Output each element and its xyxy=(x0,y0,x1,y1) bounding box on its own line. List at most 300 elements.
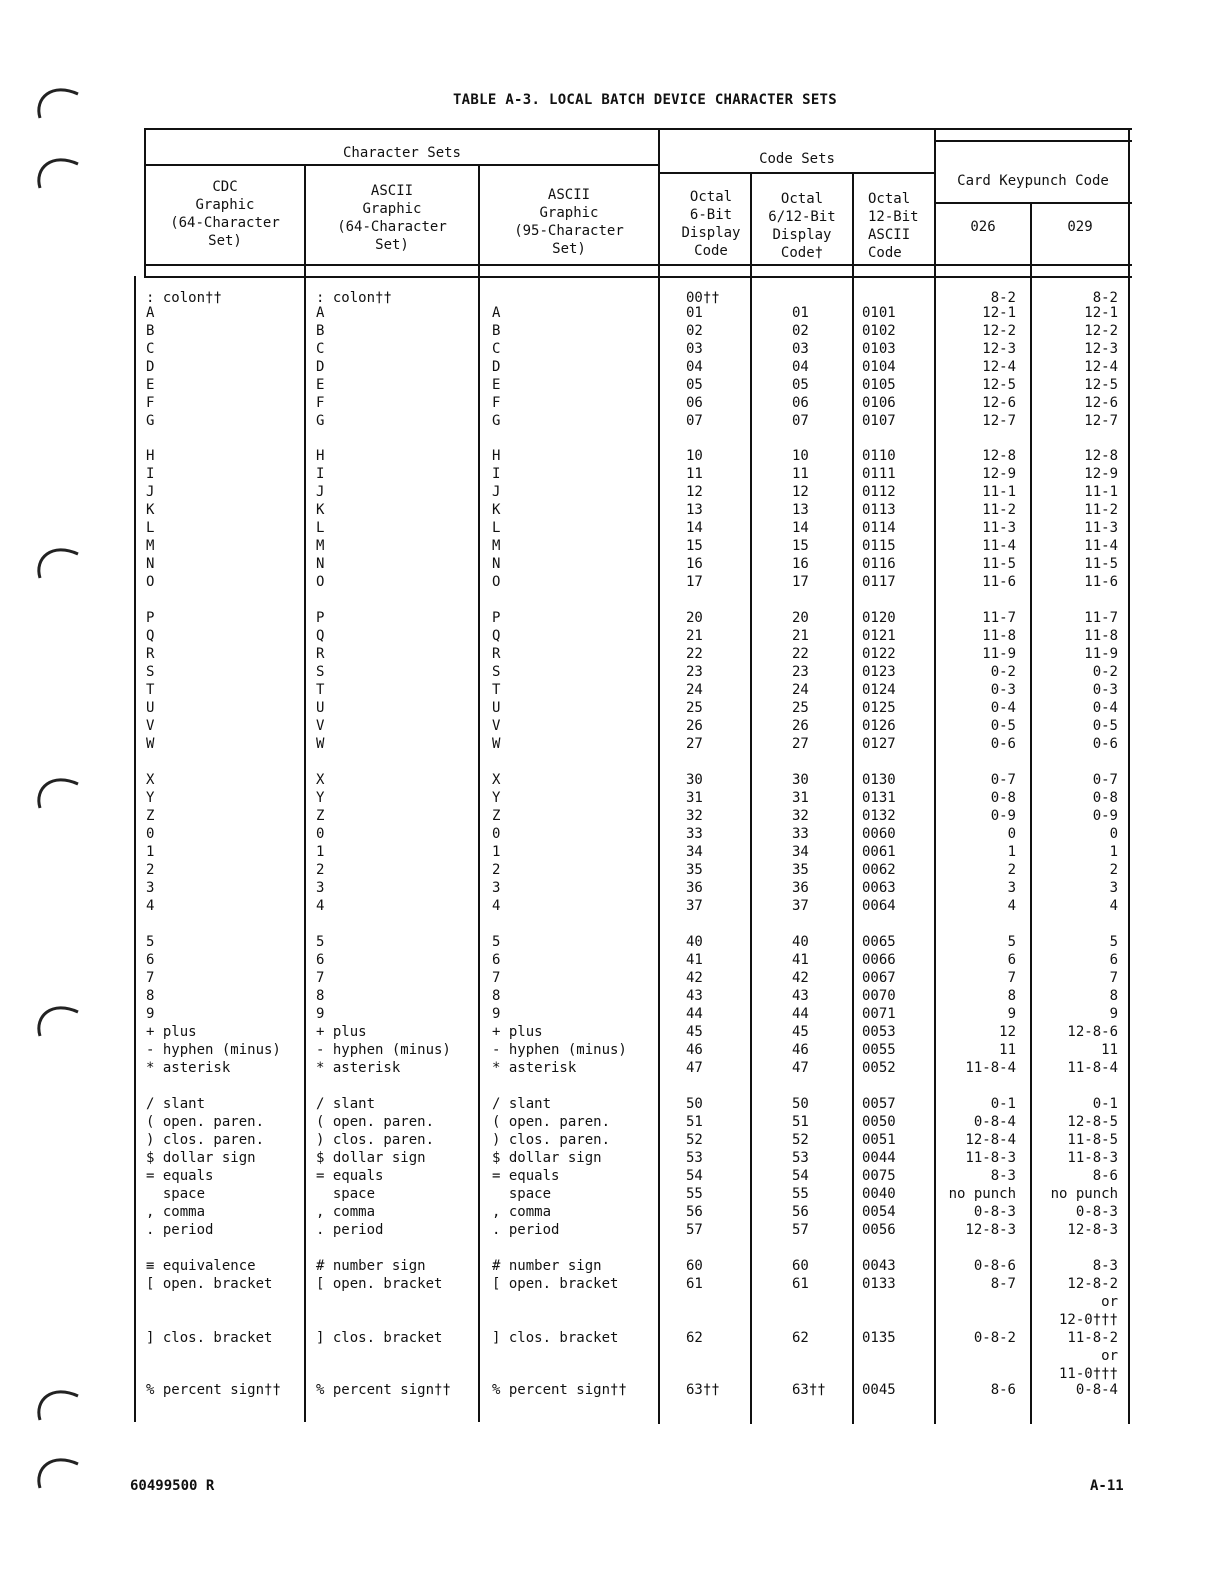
table-cell-a95: H xyxy=(492,448,501,464)
table-cell-a64: Q xyxy=(316,628,325,644)
table-cell-asc: 0111 xyxy=(862,466,896,482)
table-cell-a64: $ dollar sign xyxy=(316,1150,426,1166)
table-cell-cdc: 0 xyxy=(146,826,155,842)
table-cell-d612: 16 xyxy=(792,556,809,572)
table-cell-asc: 0106 xyxy=(862,395,896,411)
table-cell-d6: 22 xyxy=(686,646,703,662)
table-cell-asc: 0122 xyxy=(862,646,896,662)
header-card-keypunch: Card Keypunch Code xyxy=(957,173,1109,189)
binder-hole-icon xyxy=(32,996,82,1040)
table-cell-d612: 37 xyxy=(792,898,809,914)
table-cell-d6: 41 xyxy=(686,952,703,968)
binder-hole-icon xyxy=(32,768,82,812)
table-cell-asc: 0056 xyxy=(862,1222,896,1238)
table-cell-d6: 37 xyxy=(686,898,703,914)
table-cell-k026: 0-2 xyxy=(990,664,1016,680)
table-cell-cdc: T xyxy=(146,682,155,698)
table-cell-asc: 0053 xyxy=(862,1024,896,1040)
table-cell-d612: 33 xyxy=(792,826,809,842)
table-cell-cdc: % percent sign†† xyxy=(146,1382,281,1398)
table-cell-k029: 6 xyxy=(1109,952,1118,968)
table-cell-cdc: M xyxy=(146,538,155,554)
table-cell-d6: 03 xyxy=(686,341,703,357)
table-cell-cdc: N xyxy=(146,556,155,572)
table-cell-asc: 0124 xyxy=(862,682,896,698)
table-cell-d612: 23 xyxy=(792,664,809,680)
table-cell-k029: 0-4 xyxy=(1092,700,1118,716)
table-cell-d6: 14 xyxy=(686,520,703,536)
table-cell-asc: 0101 xyxy=(862,305,896,321)
table-cell-k029: 11-4 xyxy=(1084,538,1118,554)
header-ascii95-graphic: ASCII Graphic (95-Character Set) xyxy=(514,187,624,257)
table-cell-cdc: 2 xyxy=(146,862,155,878)
table-cell-a64: 5 xyxy=(316,934,325,950)
table-cell-cdc: / slant xyxy=(146,1096,206,1112)
table-cell-cdc: 9 xyxy=(146,1006,155,1022)
table-cell-a95: C xyxy=(492,341,501,357)
table-cell-asc: 0045 xyxy=(862,1382,896,1398)
table-cell-asc: 0112 xyxy=(862,484,896,500)
table-cell-k026: 0-8-6 xyxy=(973,1258,1016,1274)
table-cell-k026: 12-3 xyxy=(982,341,1016,357)
table-cell-a64: U xyxy=(316,700,325,716)
table-cell-k029: 0-8-3 xyxy=(1075,1204,1118,1220)
table-cell-cdc: : colon†† xyxy=(146,290,222,306)
table-cell-asc: 0052 xyxy=(862,1060,896,1076)
table-cell-a64: 0 xyxy=(316,826,325,842)
table-cell-d6: 45 xyxy=(686,1024,703,1040)
table-cell-asc: 0125 xyxy=(862,700,896,716)
table-cell-a95: I xyxy=(492,466,501,482)
table-cell-d6: 60 xyxy=(686,1258,703,1274)
table-cell-a95: , comma xyxy=(492,1204,552,1220)
table-cell-asc: 0116 xyxy=(862,556,896,572)
table-cell-d6: 47 xyxy=(686,1060,703,1076)
table-cell-cdc: 3 xyxy=(146,880,155,896)
table-cell-d6: 40 xyxy=(686,934,703,950)
table-cell-d612: 57 xyxy=(792,1222,809,1238)
table-cell-d612: 55 xyxy=(792,1186,809,1202)
table-cell-d6: 43 xyxy=(686,988,703,1004)
table-cell-asc: 0133 xyxy=(862,1276,896,1292)
table-cell-d6: 04 xyxy=(686,359,703,375)
table-cell-k026: 12-8-4 xyxy=(965,1132,1016,1148)
table-cell-k029: 11-9 xyxy=(1084,646,1118,662)
table-cell-d612: 03 xyxy=(792,341,809,357)
table-cell-a95: Z xyxy=(492,808,501,824)
table-cell-asc: 0043 xyxy=(862,1258,896,1274)
document-number: 60499500 R xyxy=(130,1478,215,1494)
table-cell-asc: 0044 xyxy=(862,1150,896,1166)
table-cell-d612: 36 xyxy=(792,880,809,896)
table-cell-k029: 12-8-2 xyxy=(1067,1276,1118,1292)
table-cell-asc: 0057 xyxy=(862,1096,896,1112)
table-cell-k029: or xyxy=(1101,1348,1118,1364)
table-cell-d612: 45 xyxy=(792,1024,809,1040)
table-cell-a64: * asterisk xyxy=(316,1060,401,1076)
table-cell-d6: 30 xyxy=(686,772,703,788)
table-cell-a95: ) clos. paren. xyxy=(492,1132,611,1148)
table-cell-cdc: ) clos. paren. xyxy=(146,1132,265,1148)
table-cell-asc: 0103 xyxy=(862,341,896,357)
table-cell-k026: 9 xyxy=(1007,1006,1016,1022)
table-cell-a95: W xyxy=(492,736,501,752)
table-cell-k029: 2 xyxy=(1109,862,1118,878)
table-cell-k029: 12-9 xyxy=(1084,466,1118,482)
table-cell-a64: 3 xyxy=(316,880,325,896)
table-cell-d612: 40 xyxy=(792,934,809,950)
table-cell-k029: 8-2 xyxy=(1092,290,1118,306)
table-cell-a95: G xyxy=(492,413,501,429)
table-cell-cdc: [ open. bracket xyxy=(146,1276,273,1292)
table-cell-cdc: W xyxy=(146,736,155,752)
table-cell-k029: 0-6 xyxy=(1092,736,1118,752)
table-cell-asc: 0127 xyxy=(862,736,896,752)
table-cell-k026: 0-7 xyxy=(990,772,1016,788)
table-cell-a95: 4 xyxy=(492,898,501,914)
table-cell-cdc: * asterisk xyxy=(146,1060,231,1076)
table-cell-cdc: 5 xyxy=(146,934,155,950)
header-cdc-graphic: CDC Graphic (64-Character Set) xyxy=(170,179,280,249)
header-character-sets: Character Sets xyxy=(342,145,461,161)
table-cell-asc: 0105 xyxy=(862,377,896,393)
table-cell-a95: 2 xyxy=(492,862,501,878)
table-cell-a95: O xyxy=(492,574,501,590)
table-cell-k029: 0-2 xyxy=(1092,664,1118,680)
header-ascii64-graphic: ASCII Graphic (64-Character Set) xyxy=(337,183,447,253)
table-cell-k029: 0-8-4 xyxy=(1075,1382,1118,1398)
table-cell-asc: 0067 xyxy=(862,970,896,986)
table-cell-k029: no punch xyxy=(1050,1186,1118,1202)
table-cell-k026: 12-7 xyxy=(982,413,1016,429)
table-cell-a64: 1 xyxy=(316,844,325,860)
table-cell-a64: 2 xyxy=(316,862,325,878)
table-cell-cdc: D xyxy=(146,359,155,375)
table-cell-a64: [ open. bracket xyxy=(316,1276,443,1292)
table-cell-a95: 6 xyxy=(492,952,501,968)
table-cell-d6: 63†† xyxy=(686,1382,720,1398)
table-cell-a95: 7 xyxy=(492,970,501,986)
page-number: A-11 xyxy=(1090,1478,1124,1494)
table-cell-k029: or xyxy=(1101,1294,1118,1310)
table-cell-d612: 51 xyxy=(792,1114,809,1130)
table-cell-a95: Q xyxy=(492,628,501,644)
table-cell-a95: T xyxy=(492,682,501,698)
table-cell-asc: 0131 xyxy=(862,790,896,806)
table-cell-a95: X xyxy=(492,772,501,788)
table-cell-k029: 11 xyxy=(1101,1042,1118,1058)
table-cell-k029: 12-8-3 xyxy=(1067,1222,1118,1238)
binder-hole-icon xyxy=(32,1448,82,1492)
table-cell-d612: 60 xyxy=(792,1258,809,1274)
table-cell-a95: # number sign xyxy=(492,1258,602,1274)
table-cell-a95: ] clos. bracket xyxy=(492,1330,619,1346)
table-cell-a95: P xyxy=(492,610,501,626)
table-cell-k026: 11-7 xyxy=(982,610,1016,626)
table-cell-a64: space xyxy=(316,1186,376,1202)
table-cell-d6: 34 xyxy=(686,844,703,860)
table-cell-k026: 8 xyxy=(1007,988,1016,1004)
table-cell-cdc: G xyxy=(146,413,155,429)
table-cell-k026: 12-4 xyxy=(982,359,1016,375)
table-cell-asc: 0061 xyxy=(862,844,896,860)
table-cell-a95: 1 xyxy=(492,844,501,860)
table-cell-d612: 12 xyxy=(792,484,809,500)
table-cell-k026: 1 xyxy=(1007,844,1016,860)
table-cell-k029: 12-0††† xyxy=(1058,1312,1118,1328)
table-cell-a64: P xyxy=(316,610,325,626)
table-cell-a64: V xyxy=(316,718,325,734)
table-cell-cdc: J xyxy=(146,484,155,500)
table-cell-d612: 32 xyxy=(792,808,809,824)
table-cell-k026: 0-8-3 xyxy=(973,1204,1016,1220)
table-cell-k029: 8 xyxy=(1109,988,1118,1004)
table-cell-cdc: L xyxy=(146,520,155,536)
table-cell-d6: 50 xyxy=(686,1096,703,1112)
table-cell-asc: 0051 xyxy=(862,1132,896,1148)
table-cell-d612: 21 xyxy=(792,628,809,644)
table-cell-d6: 20 xyxy=(686,610,703,626)
table-cell-a95: 5 xyxy=(492,934,501,950)
table-cell-d612: 14 xyxy=(792,520,809,536)
table-cell-a64: - hyphen (minus) xyxy=(316,1042,451,1058)
table-cell-a64: W xyxy=(316,736,325,752)
table-cell-k029: 12-4 xyxy=(1084,359,1118,375)
table-cell-k029: 11-8-4 xyxy=(1067,1060,1118,1076)
table-cell-cdc: ] clos. bracket xyxy=(146,1330,273,1346)
table-cell-a95: F xyxy=(492,395,501,411)
table-cell-k026: 0-1 xyxy=(990,1096,1016,1112)
table-cell-d6: 53 xyxy=(686,1150,703,1166)
table-cell-k029: 11-7 xyxy=(1084,610,1118,626)
table-cell-d612: 15 xyxy=(792,538,809,554)
table-cell-cdc: R xyxy=(146,646,155,662)
table-cell-cdc: ( open. paren. xyxy=(146,1114,265,1130)
header-026: 026 xyxy=(970,219,996,235)
table-cell-a95: Y xyxy=(492,790,501,806)
table-cell-asc: 0070 xyxy=(862,988,896,1004)
table-cell-k026: 0-3 xyxy=(990,682,1016,698)
table-cell-a64: J xyxy=(316,484,325,500)
table-cell-asc: 0062 xyxy=(862,862,896,878)
table-cell-k026: 0-4 xyxy=(990,700,1016,716)
table-cell-a95: N xyxy=(492,556,501,572)
table-cell-d6: 06 xyxy=(686,395,703,411)
table-title: TABLE A-3. LOCAL BATCH DEVICE CHARACTER SETS xyxy=(452,92,838,108)
table-cell-a64: = equals xyxy=(316,1168,384,1184)
table-cell-a95: S xyxy=(492,664,501,680)
table-cell-a64: / slant xyxy=(316,1096,376,1112)
table-cell-d612: 11 xyxy=(792,466,809,482)
table-cell-k029: 0-7 xyxy=(1092,772,1118,788)
table-cell-asc: 0117 xyxy=(862,574,896,590)
table-cell-a95: + plus xyxy=(492,1024,543,1040)
table-cell-k026: 11-5 xyxy=(982,556,1016,572)
table-cell-a95: * asterisk xyxy=(492,1060,577,1076)
table-cell-a64: F xyxy=(316,395,325,411)
table-cell-d612: 05 xyxy=(792,377,809,393)
table-cell-cdc: V xyxy=(146,718,155,734)
table-cell-k026: 8-3 xyxy=(990,1168,1016,1184)
table-cell-asc: 0135 xyxy=(862,1330,896,1346)
table-cell-k026: 0-8-2 xyxy=(973,1330,1016,1346)
table-cell-cdc: O xyxy=(146,574,155,590)
header-octal-6bit: Octal 6-Bit Display Code xyxy=(681,189,741,259)
table-cell-a64: T xyxy=(316,682,325,698)
table-cell-k029: 3 xyxy=(1109,880,1118,896)
table-cell-cdc: . period xyxy=(146,1222,214,1238)
table-cell-a64: + plus xyxy=(316,1024,367,1040)
table-cell-k026: 0-8 xyxy=(990,790,1016,806)
table-cell-k026: 12-2 xyxy=(982,323,1016,339)
table-cell-k029: 0-8 xyxy=(1092,790,1118,806)
table-cell-asc: 0064 xyxy=(862,898,896,914)
table-cell-k026: 11-9 xyxy=(982,646,1016,662)
table-cell-cdc: + plus xyxy=(146,1024,197,1040)
table-cell-k029: 8-3 xyxy=(1092,1258,1118,1274)
table-cell-a64: : colon†† xyxy=(316,290,392,306)
table-cell-asc: 0130 xyxy=(862,772,896,788)
table-cell-a64: 7 xyxy=(316,970,325,986)
table-cell-k029: 0 xyxy=(1109,826,1118,842)
table-cell-d612: 34 xyxy=(792,844,809,860)
table-cell-asc: 0121 xyxy=(862,628,896,644)
table-cell-k029: 12-1 xyxy=(1084,305,1118,321)
table-cell-d612: 35 xyxy=(792,862,809,878)
table-cell-d6: 16 xyxy=(686,556,703,572)
table-cell-a64: Y xyxy=(316,790,325,806)
table-cell-d612: 42 xyxy=(792,970,809,986)
table-cell-k026: 12-6 xyxy=(982,395,1016,411)
table-cell-asc: 0065 xyxy=(862,934,896,950)
table-cell-cdc: E xyxy=(146,377,155,393)
table-cell-k026: 6 xyxy=(1007,952,1016,968)
table-cell-k029: 1 xyxy=(1109,844,1118,860)
table-cell-a95: K xyxy=(492,502,501,518)
table-cell-k029: 11-8 xyxy=(1084,628,1118,644)
table-cell-k026: 11-8 xyxy=(982,628,1016,644)
table-cell-a95: = equals xyxy=(492,1168,560,1184)
table-cell-k026: 12-5 xyxy=(982,377,1016,393)
table-cell-d612: 47 xyxy=(792,1060,809,1076)
table-cell-d612: 22 xyxy=(792,646,809,662)
table-cell-k029: 5 xyxy=(1109,934,1118,950)
table-cell-d612: 04 xyxy=(792,359,809,375)
table-cell-k026: 12-1 xyxy=(982,305,1016,321)
table-cell-k026: 0-6 xyxy=(990,736,1016,752)
table-cell-k026: 11-4 xyxy=(982,538,1016,554)
table-cell-d6: 44 xyxy=(686,1006,703,1022)
table-cell-a95: . period xyxy=(492,1222,560,1238)
table-cell-a64: D xyxy=(316,359,325,375)
table-cell-a64: L xyxy=(316,520,325,536)
table-cell-a64: , comma xyxy=(316,1204,376,1220)
table-cell-k029: 9 xyxy=(1109,1006,1118,1022)
table-cell-d612: 27 xyxy=(792,736,809,752)
table-cell-a64: R xyxy=(316,646,325,662)
table-cell-a64: 6 xyxy=(316,952,325,968)
table-cell-cdc: Q xyxy=(146,628,155,644)
table-cell-d6: 42 xyxy=(686,970,703,986)
table-cell-d6: 10 xyxy=(686,448,703,464)
binder-hole-icon xyxy=(32,1380,82,1424)
table-cell-k026: 3 xyxy=(1007,880,1016,896)
table-cell-k029: 11-8-3 xyxy=(1067,1150,1118,1166)
table-cell-k026: 11-3 xyxy=(982,520,1016,536)
table-cell-d612: 43 xyxy=(792,988,809,1004)
table-cell-a95: L xyxy=(492,520,501,536)
table-cell-d612: 56 xyxy=(792,1204,809,1220)
table-cell-d612: 20 xyxy=(792,610,809,626)
table-cell-a95: V xyxy=(492,718,501,734)
table-cell-d6: 24 xyxy=(686,682,703,698)
table-cell-a95: $ dollar sign xyxy=(492,1150,602,1166)
table-cell-asc: 0060 xyxy=(862,826,896,842)
table-cell-k026: 5 xyxy=(1007,934,1016,950)
table-cell-k026: 11-2 xyxy=(982,502,1016,518)
table-cell-d6: 54 xyxy=(686,1168,703,1184)
table-cell-k026: 12-9 xyxy=(982,466,1016,482)
table-cell-a95: [ open. bracket xyxy=(492,1276,619,1292)
table-cell-d612: 62 xyxy=(792,1330,809,1346)
table-cell-d612: 54 xyxy=(792,1168,809,1184)
binder-hole-icon xyxy=(32,148,82,192)
table-cell-cdc: X xyxy=(146,772,155,788)
table-cell-k026: no punch xyxy=(948,1186,1016,1202)
table-cell-d612: 24 xyxy=(792,682,809,698)
table-cell-a64: C xyxy=(316,341,325,357)
table-cell-cdc: Z xyxy=(146,808,155,824)
table-cell-d6: 17 xyxy=(686,574,703,590)
table-cell-asc: 0113 xyxy=(862,502,896,518)
table-cell-a64: 9 xyxy=(316,1006,325,1022)
table-cell-d612: 07 xyxy=(792,413,809,429)
table-cell-asc: 0126 xyxy=(862,718,896,734)
table-cell-a95: / slant xyxy=(492,1096,552,1112)
table-cell-d6: 11 xyxy=(686,466,703,482)
table-cell-cdc: S xyxy=(146,664,155,680)
table-cell-d612: 06 xyxy=(792,395,809,411)
table-cell-d6: 26 xyxy=(686,718,703,734)
table-cell-asc: 0102 xyxy=(862,323,896,339)
table-cell-k029: 11-8-2 xyxy=(1067,1330,1118,1346)
table-cell-k026: 12 xyxy=(999,1024,1016,1040)
header-octal-612bit: Octal 6/12-Bit Display Code† xyxy=(768,191,836,261)
table-cell-cdc: K xyxy=(146,502,155,518)
table-cell-a64: I xyxy=(316,466,325,482)
table-cell-asc: 0075 xyxy=(862,1168,896,1184)
table-cell-d6: 31 xyxy=(686,790,703,806)
table-cell-cdc: Y xyxy=(146,790,155,806)
table-cell-d6: 61 xyxy=(686,1276,703,1292)
table-cell-k026: 11-6 xyxy=(982,574,1016,590)
table-cell-cdc: 6 xyxy=(146,952,155,968)
table-cell-k029: 12-8 xyxy=(1084,448,1118,464)
table-cell-asc: 0114 xyxy=(862,520,896,536)
table-cell-asc: 0120 xyxy=(862,610,896,626)
table-cell-asc: 0110 xyxy=(862,448,896,464)
table-cell-a64: O xyxy=(316,574,325,590)
table-cell-d612: 61 xyxy=(792,1276,809,1292)
table-cell-a64: # number sign xyxy=(316,1258,426,1274)
table-cell-k026: 12-8-3 xyxy=(965,1222,1016,1238)
table-cell-k029: 12-8-6 xyxy=(1067,1024,1118,1040)
table-cell-d6: 62 xyxy=(686,1330,703,1346)
table-cell-cdc: 4 xyxy=(146,898,155,914)
table-cell-k029: 12-2 xyxy=(1084,323,1118,339)
table-cell-a95: 9 xyxy=(492,1006,501,1022)
table-cell-a95: D xyxy=(492,359,501,375)
